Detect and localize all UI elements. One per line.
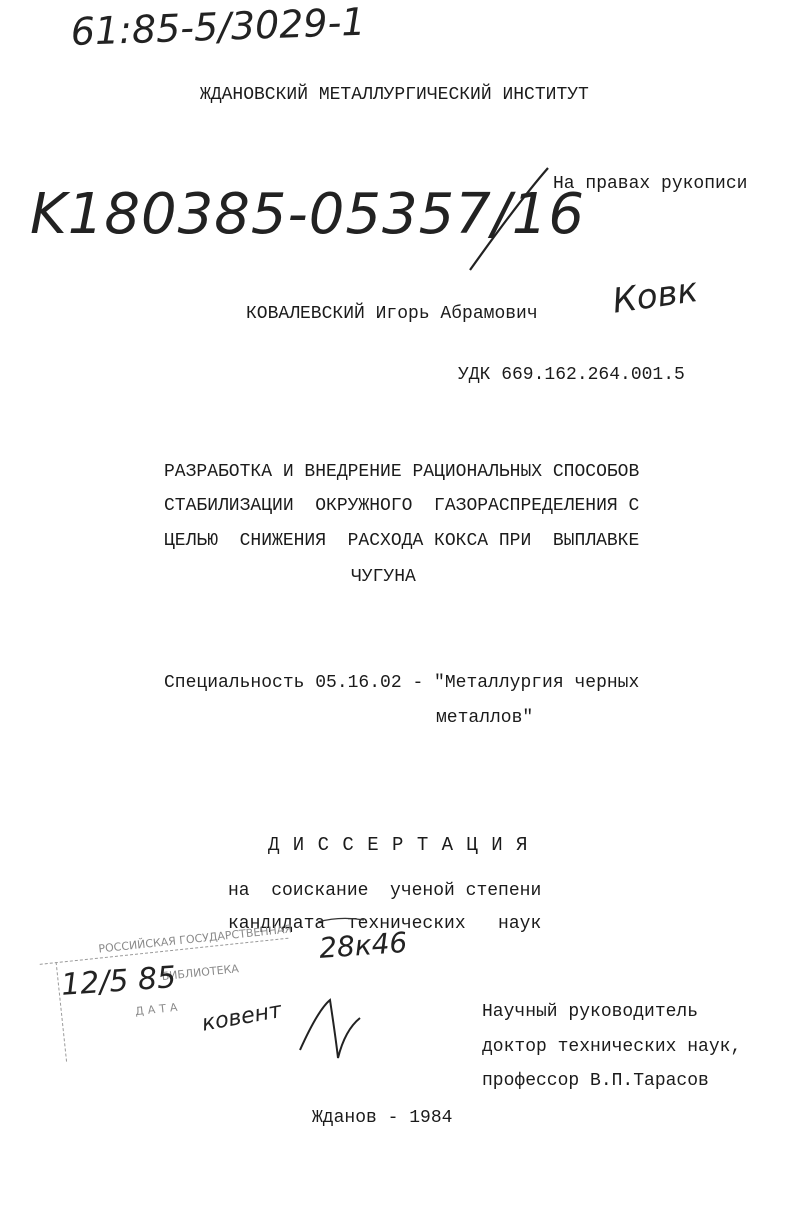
supervisor-line-3: профессор В.П.Тарасов — [482, 1071, 709, 1091]
udk-code: УДК 669.162.264.001.5 — [458, 365, 685, 385]
supervisor-line-1: Научный руководитель — [482, 1002, 699, 1022]
supervisor-line-2: доктор технических наук, — [482, 1037, 742, 1057]
title-line-4: ЧУГУНА — [351, 567, 416, 587]
handwritten-archive-number: 61:85-5/3029-1 — [70, 0, 367, 54]
stamp-handwritten-note: ковент — [200, 998, 284, 1037]
author-name: КОВАЛЕВСКИЙ Игорь Абрамович — [246, 304, 538, 324]
degree-line-1: на соискание ученой степени — [228, 881, 542, 901]
dissertation-heading: Д И С С Е Р Т А Ц И Я — [268, 834, 529, 856]
title-line-2: СТАБИЛИЗАЦИИ ОКРУЖНОГО ГАЗОРАСПРЕДЕЛЕНИЯ С — [164, 496, 640, 516]
stamp-line-3: ДАТА — [134, 1000, 183, 1019]
city-year: Жданов - 1984 — [312, 1108, 453, 1128]
supervisor-signature-icon — [300, 1000, 360, 1058]
handwritten-margin-number: 28к46 — [318, 925, 409, 965]
rights-note: На правах рукописи — [553, 174, 748, 194]
stamp-line-1: РОССИЙСКАЯ ГОСУДАРСТВЕННАЯ — [97, 922, 293, 956]
handwritten-registration-number: K180385-05357/16 — [30, 182, 585, 247]
degree-line-2: кандидата технических наук — [228, 914, 542, 934]
degree-strike-stroke — [318, 918, 364, 922]
signature-initials: Ковк — [610, 270, 701, 322]
stamp-handwritten-date: 12/5 85 — [60, 959, 178, 1003]
title-line-3: ЦЕЛЬЮ СНИЖЕНИЯ РАСХОДА КОКСА ПРИ ВЫПЛАВКЕ — [164, 531, 640, 551]
institute-name: ЖДАНОВСКИЙ МЕТАЛЛУРГИЧЕСКИЙ ИНСТИТУТ — [200, 85, 589, 105]
stamp-line-2: БИБЛИОТЕКА — [161, 962, 240, 984]
specialty-line-2: металлов" — [436, 708, 534, 728]
specialty-line-1: Специальность 05.16.02 - "Металлургия черных — [164, 673, 640, 693]
registration-slash-stroke — [470, 168, 548, 270]
title-line-1: РАЗРАБОТКА И ВНЕДРЕНИЕ РАЦИОНАЛЬНЫХ СПОСОБОВ — [164, 462, 640, 482]
